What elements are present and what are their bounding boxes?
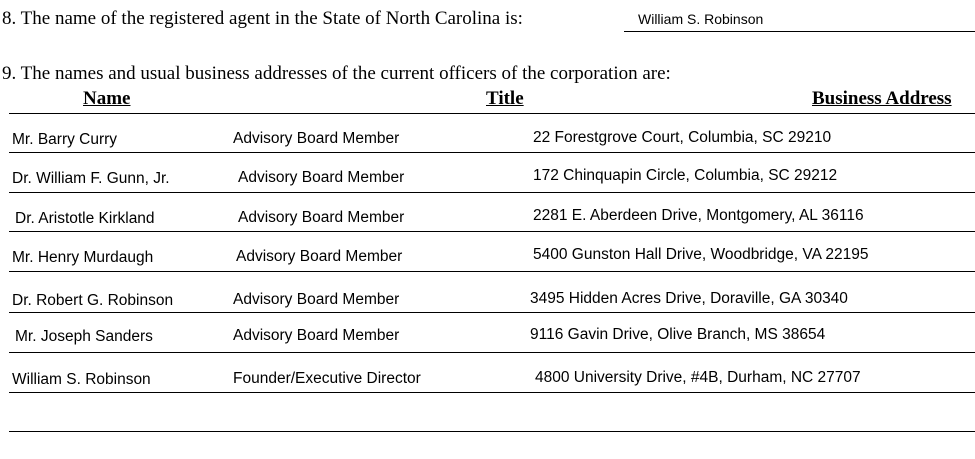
registered-agent-value: William S. Robinson: [638, 11, 764, 27]
officer-title: Advisory Board Member: [233, 327, 400, 344]
row-divider: [9, 152, 975, 153]
officer-name: Mr. Joseph Sanders: [15, 328, 153, 345]
officer-name: William S. Robinson: [12, 371, 151, 388]
blank-row-line: [9, 431, 975, 432]
officer-name: Dr. Aristotle Kirkland: [15, 210, 155, 227]
row-divider: [9, 312, 975, 313]
question-9-text: 9. The names and usual business addresses of the current officers of the corporation are:: [2, 63, 671, 84]
row-divider: [9, 392, 975, 393]
officer-address: 2281 E. Aberdeen Drive, Montgomery, AL 36116: [533, 207, 864, 224]
officer-address: 172 Chinquapin Circle, Columbia, SC 29212: [533, 167, 838, 184]
officer-address: 4800 University Drive, #4B, Durham, NC 27707: [535, 369, 861, 386]
officer-name: Mr. Henry Murdaugh: [12, 249, 154, 266]
row-divider: [9, 231, 975, 232]
officer-name: Dr. William F. Gunn, Jr.: [12, 170, 170, 187]
officer-title: Advisory Board Member: [233, 130, 400, 147]
row-divider: [9, 192, 975, 193]
officer-name: Mr. Barry Curry: [12, 131, 118, 148]
officer-address: 5400 Gunston Hall Drive, Woodbridge, VA 22195: [533, 246, 869, 263]
row-divider: [9, 352, 975, 353]
registered-agent-field: [624, 9, 975, 32]
officer-title: Advisory Board Member: [236, 248, 403, 265]
officer-title: Founder/Executive Director: [233, 370, 421, 387]
header-name: Name: [83, 88, 131, 109]
question-8-text: 8. The name of the registered agent in the State of North Carolina is:: [2, 8, 523, 29]
officer-address: 22 Forestgrove Court, Columbia, SC 29210: [533, 129, 832, 146]
officer-name: Dr. Robert G. Robinson: [12, 292, 174, 309]
officer-address: 3495 Hidden Acres Drive, Doraville, GA 30340: [530, 290, 848, 307]
officer-address: 9116 Gavin Drive, Olive Branch, MS 38654: [530, 326, 826, 343]
officer-title: Advisory Board Member: [238, 169, 405, 186]
header-business-address: Business Address: [812, 88, 952, 109]
officer-title: Advisory Board Member: [238, 209, 405, 226]
row-divider: [9, 113, 975, 114]
header-title: Title: [486, 88, 524, 109]
officer-title: Advisory Board Member: [233, 291, 400, 308]
row-divider: [9, 271, 975, 272]
